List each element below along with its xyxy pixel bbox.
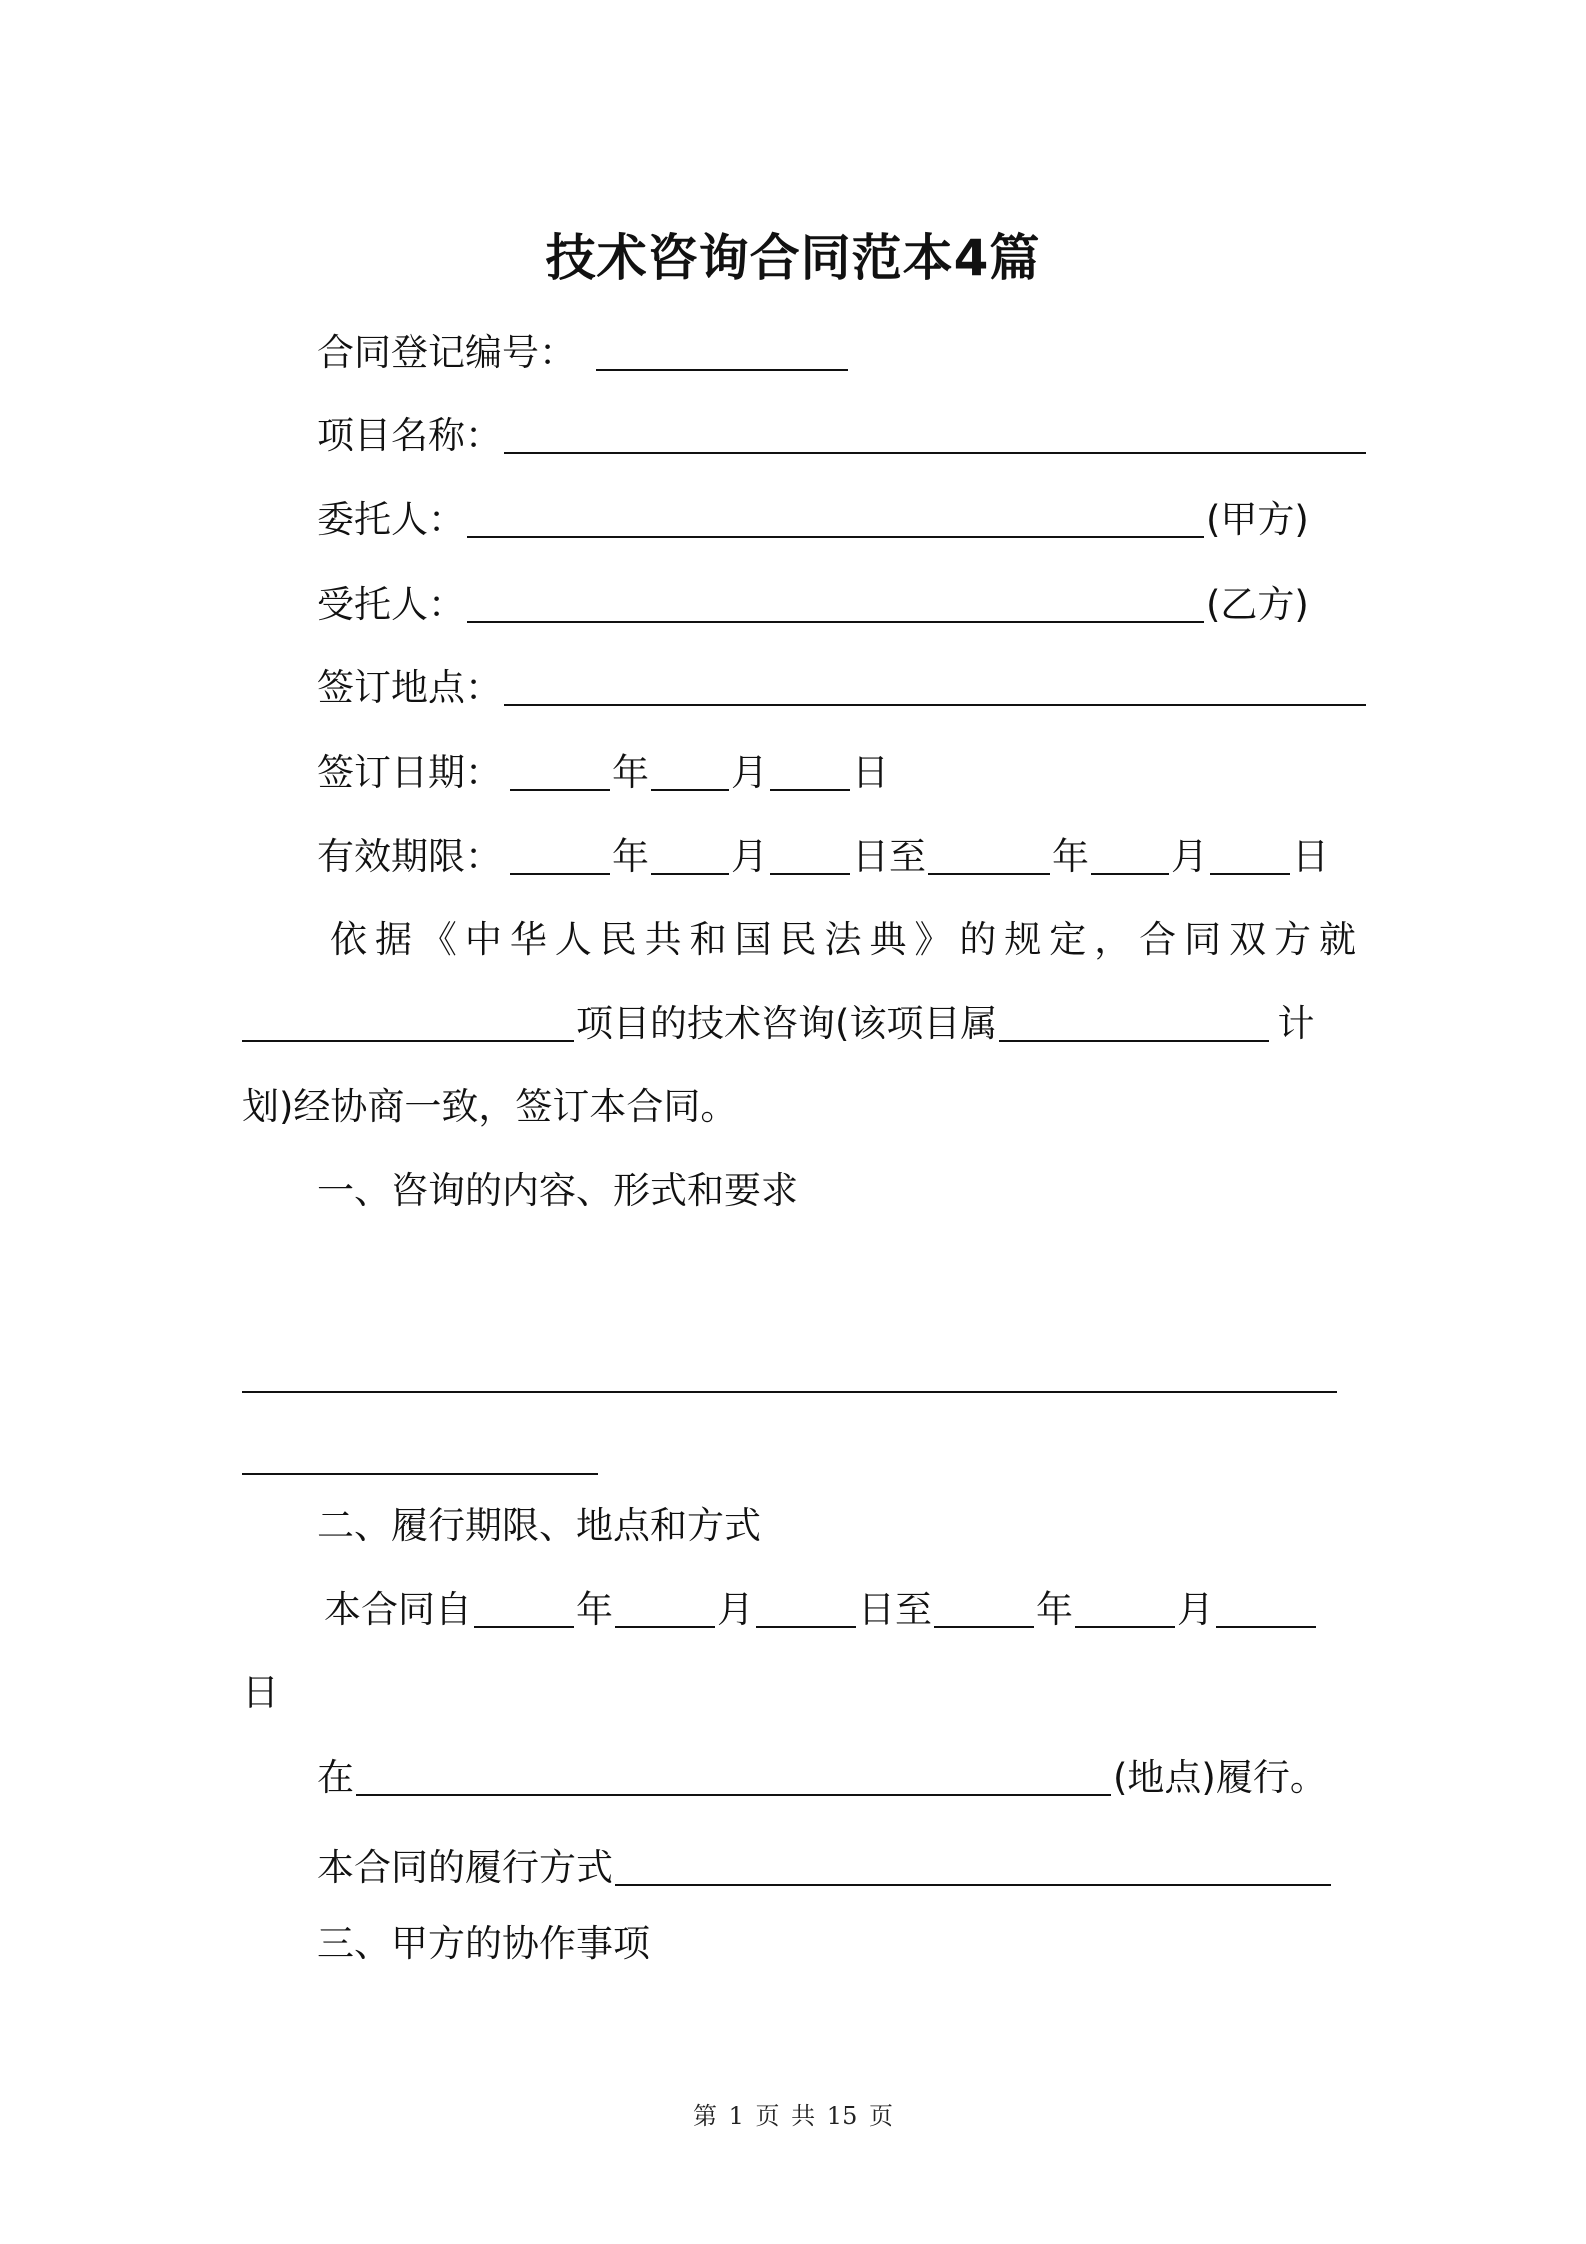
from-month-blank bbox=[651, 829, 729, 875]
content-blank-row-2 bbox=[242, 1429, 600, 1485]
plan-blank bbox=[999, 996, 1269, 1042]
year-blank bbox=[510, 745, 610, 791]
project-blank bbox=[242, 996, 574, 1042]
place-blank bbox=[504, 660, 1366, 706]
term-row bbox=[324, 1582, 1318, 1638]
term-end-day: 日 bbox=[242, 1671, 279, 1714]
place-label: 签订地点： bbox=[317, 666, 502, 709]
trustee-row bbox=[317, 577, 1309, 633]
year-label: 年 bbox=[576, 1588, 613, 1631]
content-blank-1 bbox=[242, 1347, 1337, 1393]
date-row bbox=[317, 745, 889, 801]
preamble-line-3-text: 划)经协商一致，签订本合同。 bbox=[242, 1085, 738, 1128]
from-year-blank bbox=[510, 829, 610, 875]
term-from-year-blank bbox=[474, 1582, 574, 1628]
from-day-blank bbox=[770, 829, 850, 875]
client-blank bbox=[467, 492, 1204, 538]
trustee-blank bbox=[467, 577, 1204, 623]
year-label: 年 bbox=[612, 835, 649, 878]
preamble-line-3 bbox=[242, 1079, 737, 1135]
to-month-blank bbox=[1091, 829, 1169, 875]
trustee-suffix: (乙方) bbox=[1206, 583, 1309, 626]
term-start: 本合同自 bbox=[324, 1588, 472, 1631]
day-label: 日 bbox=[852, 751, 889, 794]
year-label: 年 bbox=[1036, 1588, 1073, 1631]
reg-no-label: 合同登记编号： bbox=[317, 331, 576, 374]
section-3-text: 三、甲方的协作事项 bbox=[317, 1922, 650, 1965]
term-place-row bbox=[317, 1750, 1327, 1806]
preamble-line-2 bbox=[242, 996, 1314, 1052]
term-method: 本合同的履行方式 bbox=[317, 1846, 613, 1889]
term-at-suffix: (地点)履行。 bbox=[1113, 1756, 1327, 1799]
term-method-row bbox=[317, 1840, 1333, 1896]
term-place-blank bbox=[356, 1750, 1111, 1796]
day-blank bbox=[770, 745, 850, 791]
reg-no-blank bbox=[596, 325, 848, 371]
date-label: 签订日期： bbox=[317, 751, 502, 794]
preamble-line-1: 依据《中华人民共和国民法典》的规定，合同双方就 bbox=[330, 918, 1356, 961]
month-label: 月 bbox=[731, 751, 768, 794]
month-label: 月 bbox=[717, 1588, 754, 1631]
term-to-month-blank bbox=[1075, 1582, 1175, 1628]
place-row bbox=[317, 660, 1368, 716]
preamble-mid: 项目的技术咨询(该项目属 bbox=[576, 1002, 998, 1045]
term-end-row bbox=[242, 1665, 279, 1721]
section-1-heading bbox=[317, 1163, 798, 1219]
client-row bbox=[317, 492, 1309, 548]
term-to-year-blank bbox=[934, 1582, 1034, 1628]
reg-no-row bbox=[317, 325, 850, 381]
project-name-label: 项目名称： bbox=[317, 414, 502, 457]
section-2-text: 二、履行期限、地点和方式 bbox=[317, 1504, 761, 1547]
page-footer: 第 1 页 共 15 页 bbox=[693, 2102, 893, 2130]
day-label: 日 bbox=[1292, 835, 1329, 878]
term-from-day-blank bbox=[756, 1582, 856, 1628]
term-at: 在 bbox=[317, 1756, 354, 1799]
document-title: 技术咨询合同范本4篇 bbox=[545, 229, 1041, 287]
content-blank-row-1 bbox=[242, 1347, 1339, 1403]
to-year-blank bbox=[928, 829, 1050, 875]
day-to-label: 日至 bbox=[858, 1588, 932, 1631]
client-label: 委托人： bbox=[317, 498, 465, 541]
project-name-blank bbox=[504, 408, 1366, 454]
term-to-day-blank bbox=[1216, 1582, 1316, 1628]
year-label: 年 bbox=[612, 751, 649, 794]
month-label: 月 bbox=[1177, 1588, 1214, 1631]
section-3-heading bbox=[317, 1916, 650, 1972]
year-label: 年 bbox=[1052, 835, 1089, 878]
project-name-row bbox=[317, 408, 1368, 464]
day-to-label: 日至 bbox=[852, 835, 926, 878]
trustee-label: 受托人： bbox=[317, 583, 465, 626]
month-blank bbox=[651, 745, 729, 791]
preamble-end: 计 bbox=[1277, 1002, 1315, 1045]
to-day-blank bbox=[1210, 829, 1290, 875]
validity-label: 有效期限： bbox=[317, 835, 502, 878]
month-label: 月 bbox=[1171, 835, 1208, 878]
client-suffix: (甲方) bbox=[1206, 498, 1309, 541]
term-from-month-blank bbox=[615, 1582, 715, 1628]
validity-row bbox=[317, 829, 1329, 885]
month-label: 月 bbox=[731, 835, 768, 878]
section-1-text: 一、咨询的内容、形式和要求 bbox=[317, 1169, 798, 1212]
section-2-heading bbox=[317, 1498, 761, 1554]
term-method-blank bbox=[615, 1840, 1331, 1886]
content-blank-2 bbox=[242, 1429, 598, 1475]
